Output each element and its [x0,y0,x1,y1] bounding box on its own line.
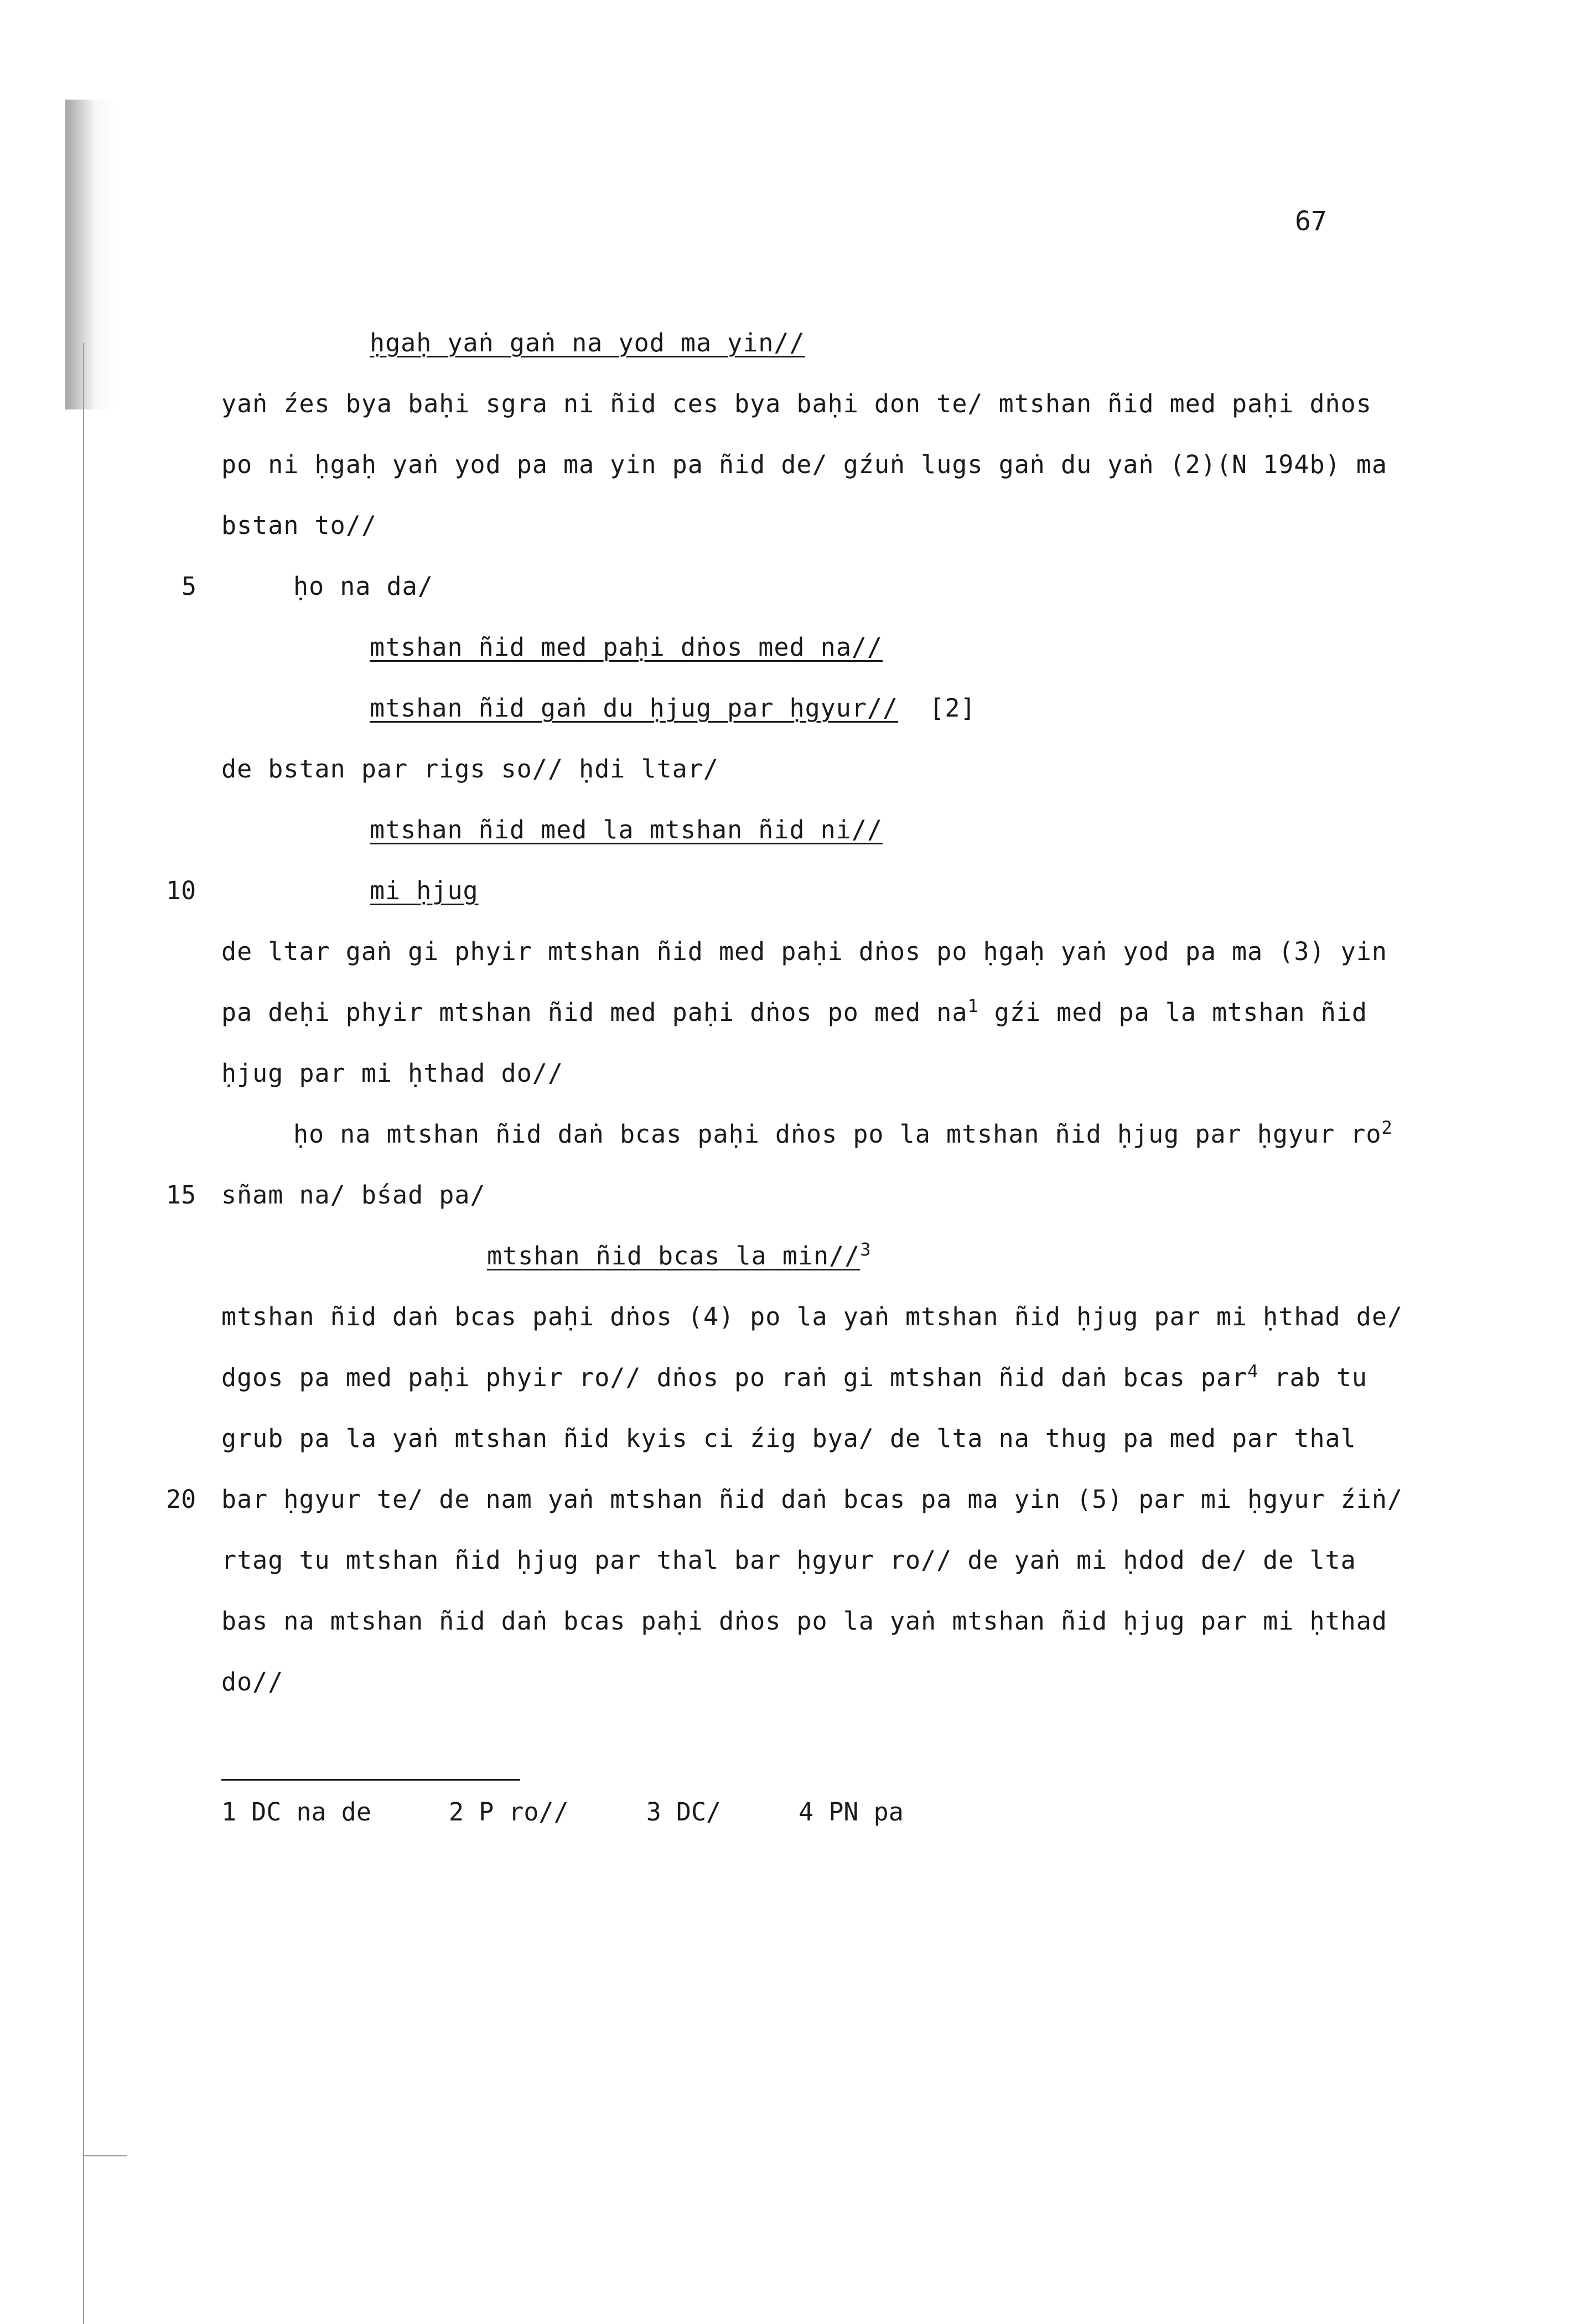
verse-heading: ḥgaḥ yaṅ gaṅ na yod ma yin// [370,328,805,357]
text-line: do// [221,1667,284,1697]
text-line: po ni ḥgaḥ yaṅ yod pa ma yin pa ñid de/ gźuṅ lugs gaṅ du yaṅ (2)(N 194b) ma [221,450,1387,479]
text-line: de bstan par rigs so// ḥdi ltar/ [221,754,719,784]
text-line: de ltar gaṅ gi phyir mtshan ñid med paḥi dṅos po ḥgaḥ yaṅ yod pa ma (3) yin [221,937,1387,966]
verse-line: mtshan ñid med paḥi dṅos med na// [370,632,883,662]
footnotes [221,1796,981,1829]
footnote-marker: 4 [1247,1361,1259,1382]
scan-edge-shadow [65,100,115,409]
footnote-marker: 3 [860,1239,872,1260]
scan-margin-corner [83,2155,127,2156]
line-number: 5 [182,572,197,601]
text-line: mtshan ñid daṅ bcas paḥi dṅos (4) po la yaṅ mtshan ñid ḥjug par mi ḥthad de/ [221,1302,1403,1331]
text-line: bstan to// [221,511,377,540]
line-number: 15 [166,1180,196,1210]
footnote-rule [221,1779,520,1781]
verse-line: mtshan ñid bcas la min//$^3$ [487,1239,872,1270]
text-line: pa deḥi phyir mtshan ñid med paḥi dṅos po med $na^1$ gźi med pa la mtshan ñid [221,995,1368,1027]
scan-margin-line [83,343,84,2324]
footnote: 2 P ro// [448,1797,569,1827]
text-line: bar ḥgyur te/ de nam yaṅ mtshan ñid daṅ bcas pa ma yin (5) par mi ḥgyur źiṅ/ [221,1485,1403,1514]
verse-line: mtshan ñid med la mtshan ñid ni// [370,815,883,844]
text-line: dgos pa med paḥi phyir ro// dṅos po raṅ gi mtshan ñid daṅ bcas par$^4$ rab tu [221,1361,1368,1392]
footnote: 3 DC/ [646,1797,722,1827]
text-line: yaṅ źes bya baḥi sgra ni ñid ces bya baḥi don te/ mtshan ñid med paḥi dṅos [221,389,1372,418]
verse-line: mi ḥjug [370,876,479,905]
text-line: grub pa la yaṅ mtshan ñid kyis ci źig bya/ de lta na thug pa med par thal [221,1424,1356,1453]
text-line: ḥjug par mi ḥthad do// [221,1059,564,1088]
line-number: 10 [166,876,196,905]
text-line: rtag tu mtshan ñid ḥjug par thal bar ḥgyur ro// de yaṅ mi ḥdod de/ de lta [221,1545,1356,1575]
text-line: bas na mtshan ñid daṅ bcas paḥi dṅos po la yaṅ mtshan ñid ḥjug par mi ḥthad [221,1606,1387,1636]
text-line: ḥo na mtshan ñid daṅ bcas paḥi dṅos po la mtshan ñid ḥjug par ḥgyur $ro^2$ [293,1117,1393,1149]
text-line: sñam na/ bśad pa/ [221,1180,486,1210]
page-number: 67 [1295,206,1327,237]
text-line: ḥo na da/ [293,572,433,601]
verse-line: mtshan ñid gaṅ du ḥjug par ḥgyur// [2] [370,693,976,723]
footnote: 4 PN pa [799,1797,904,1827]
footnote: 1 DC na de [221,1797,371,1827]
line-number: 20 [166,1485,196,1514]
footnote-marker: 2 [1381,1117,1393,1138]
footnote-marker: 1 [967,995,979,1016]
